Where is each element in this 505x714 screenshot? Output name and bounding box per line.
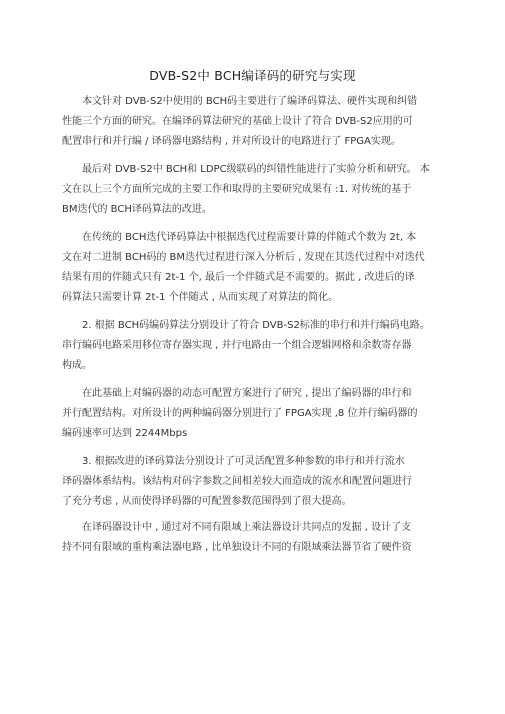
text-line: 2. 根据 BCH码编码算法分别设计了符合 DVB-S2标准的串行和并行编码电路。: [82, 320, 430, 331]
text-line: 最后对 DVB-S2中 BCH和 LDPC级联码的纠错性能进行了实验分析和研究。 本: [82, 164, 430, 175]
text-line: 文在以上三个方面所完成的主要工作和取得的主要研究成果有 :1. 对传统的基于: [62, 184, 412, 195]
text-line: 性能三个方面的研究。在编译码算法研究的基础上设计了符合 DVB-S2应用的可: [62, 116, 413, 127]
text-line: BM迭代的 BCH译码算法的改进。: [62, 204, 212, 215]
text-line: 结果有用的伴随式只有 2t-1 个, 最后一个伴随式是不需要的。据此 , 改进后的译: [62, 272, 415, 283]
text-line: 译码器体系结构。该结构对码字参数之间相差较大而造成的流水和配置问题进行: [62, 476, 412, 487]
text-line: 码算法只需要计算 2t-1 个伴随式 , 从而实现了对算法的简化。: [62, 292, 339, 303]
text-line: 在传统的 BCH迭代译码算法中根据迭代过程需要计算的伴随式个数为 2t, 本: [82, 232, 417, 243]
paragraph-6: [62, 452, 452, 512]
paragraph-5: [62, 384, 452, 444]
text-line: 文在对二进制 BCH码的 BM迭代过程进行深入分析后 , 发现在其迭代过程中对迭代: [62, 252, 425, 263]
text-line: 串行编码电路采用移位寄存器实现 , 并行电路由一个组合逻辑网格和余数寄存器: [62, 340, 412, 351]
text-line: 构成。: [62, 360, 92, 371]
text-line: 3. 根据改进的译码算法分别设计了可灵活配置多种参数的串行和并行流水: [82, 456, 405, 467]
text-line: 持不同有限域的重构乘法器电路 , 比单独设计不同的有限域乘法器节省了硬件资: [62, 542, 412, 553]
document-body: [62, 92, 452, 566]
paragraph-4: [62, 316, 452, 376]
text-line: 了充分考虑 , 从而使得译码器的可配置参数范围得到了很大提高。: [62, 496, 352, 507]
paragraph-1: [62, 92, 452, 152]
text-line: 配置串行和并行编 / 译码器电路结构 , 并对所设计的电路进行了 FPGA实现。: [62, 136, 401, 147]
document-title: DVB-S2中 BCH编译码的研究与实现: [149, 68, 356, 83]
text-line: 并行配置结构。对所设计的两种编码器分别进行了 FPGA实现 ,8 位并行编码器的: [62, 408, 418, 419]
text-line: 本文针对 DVB-S2中使用的 BCH码主要进行了编译码算法、硬件实现和纠错: [82, 96, 418, 107]
text-line: 在此基础上对编码器的动态可配置方案进行了研究 , 提出了编码器的串行和: [82, 388, 412, 399]
text-line: 在译码器设计中 , 通过对不同有限域上乘法器设计共同点的发掘 , 设计了支: [82, 522, 412, 533]
paragraph-3: [62, 228, 452, 308]
paragraph-7: [62, 518, 452, 558]
text-line: 编码速率可达到 2244Mbps: [62, 428, 188, 439]
paragraph-2: [62, 160, 452, 220]
